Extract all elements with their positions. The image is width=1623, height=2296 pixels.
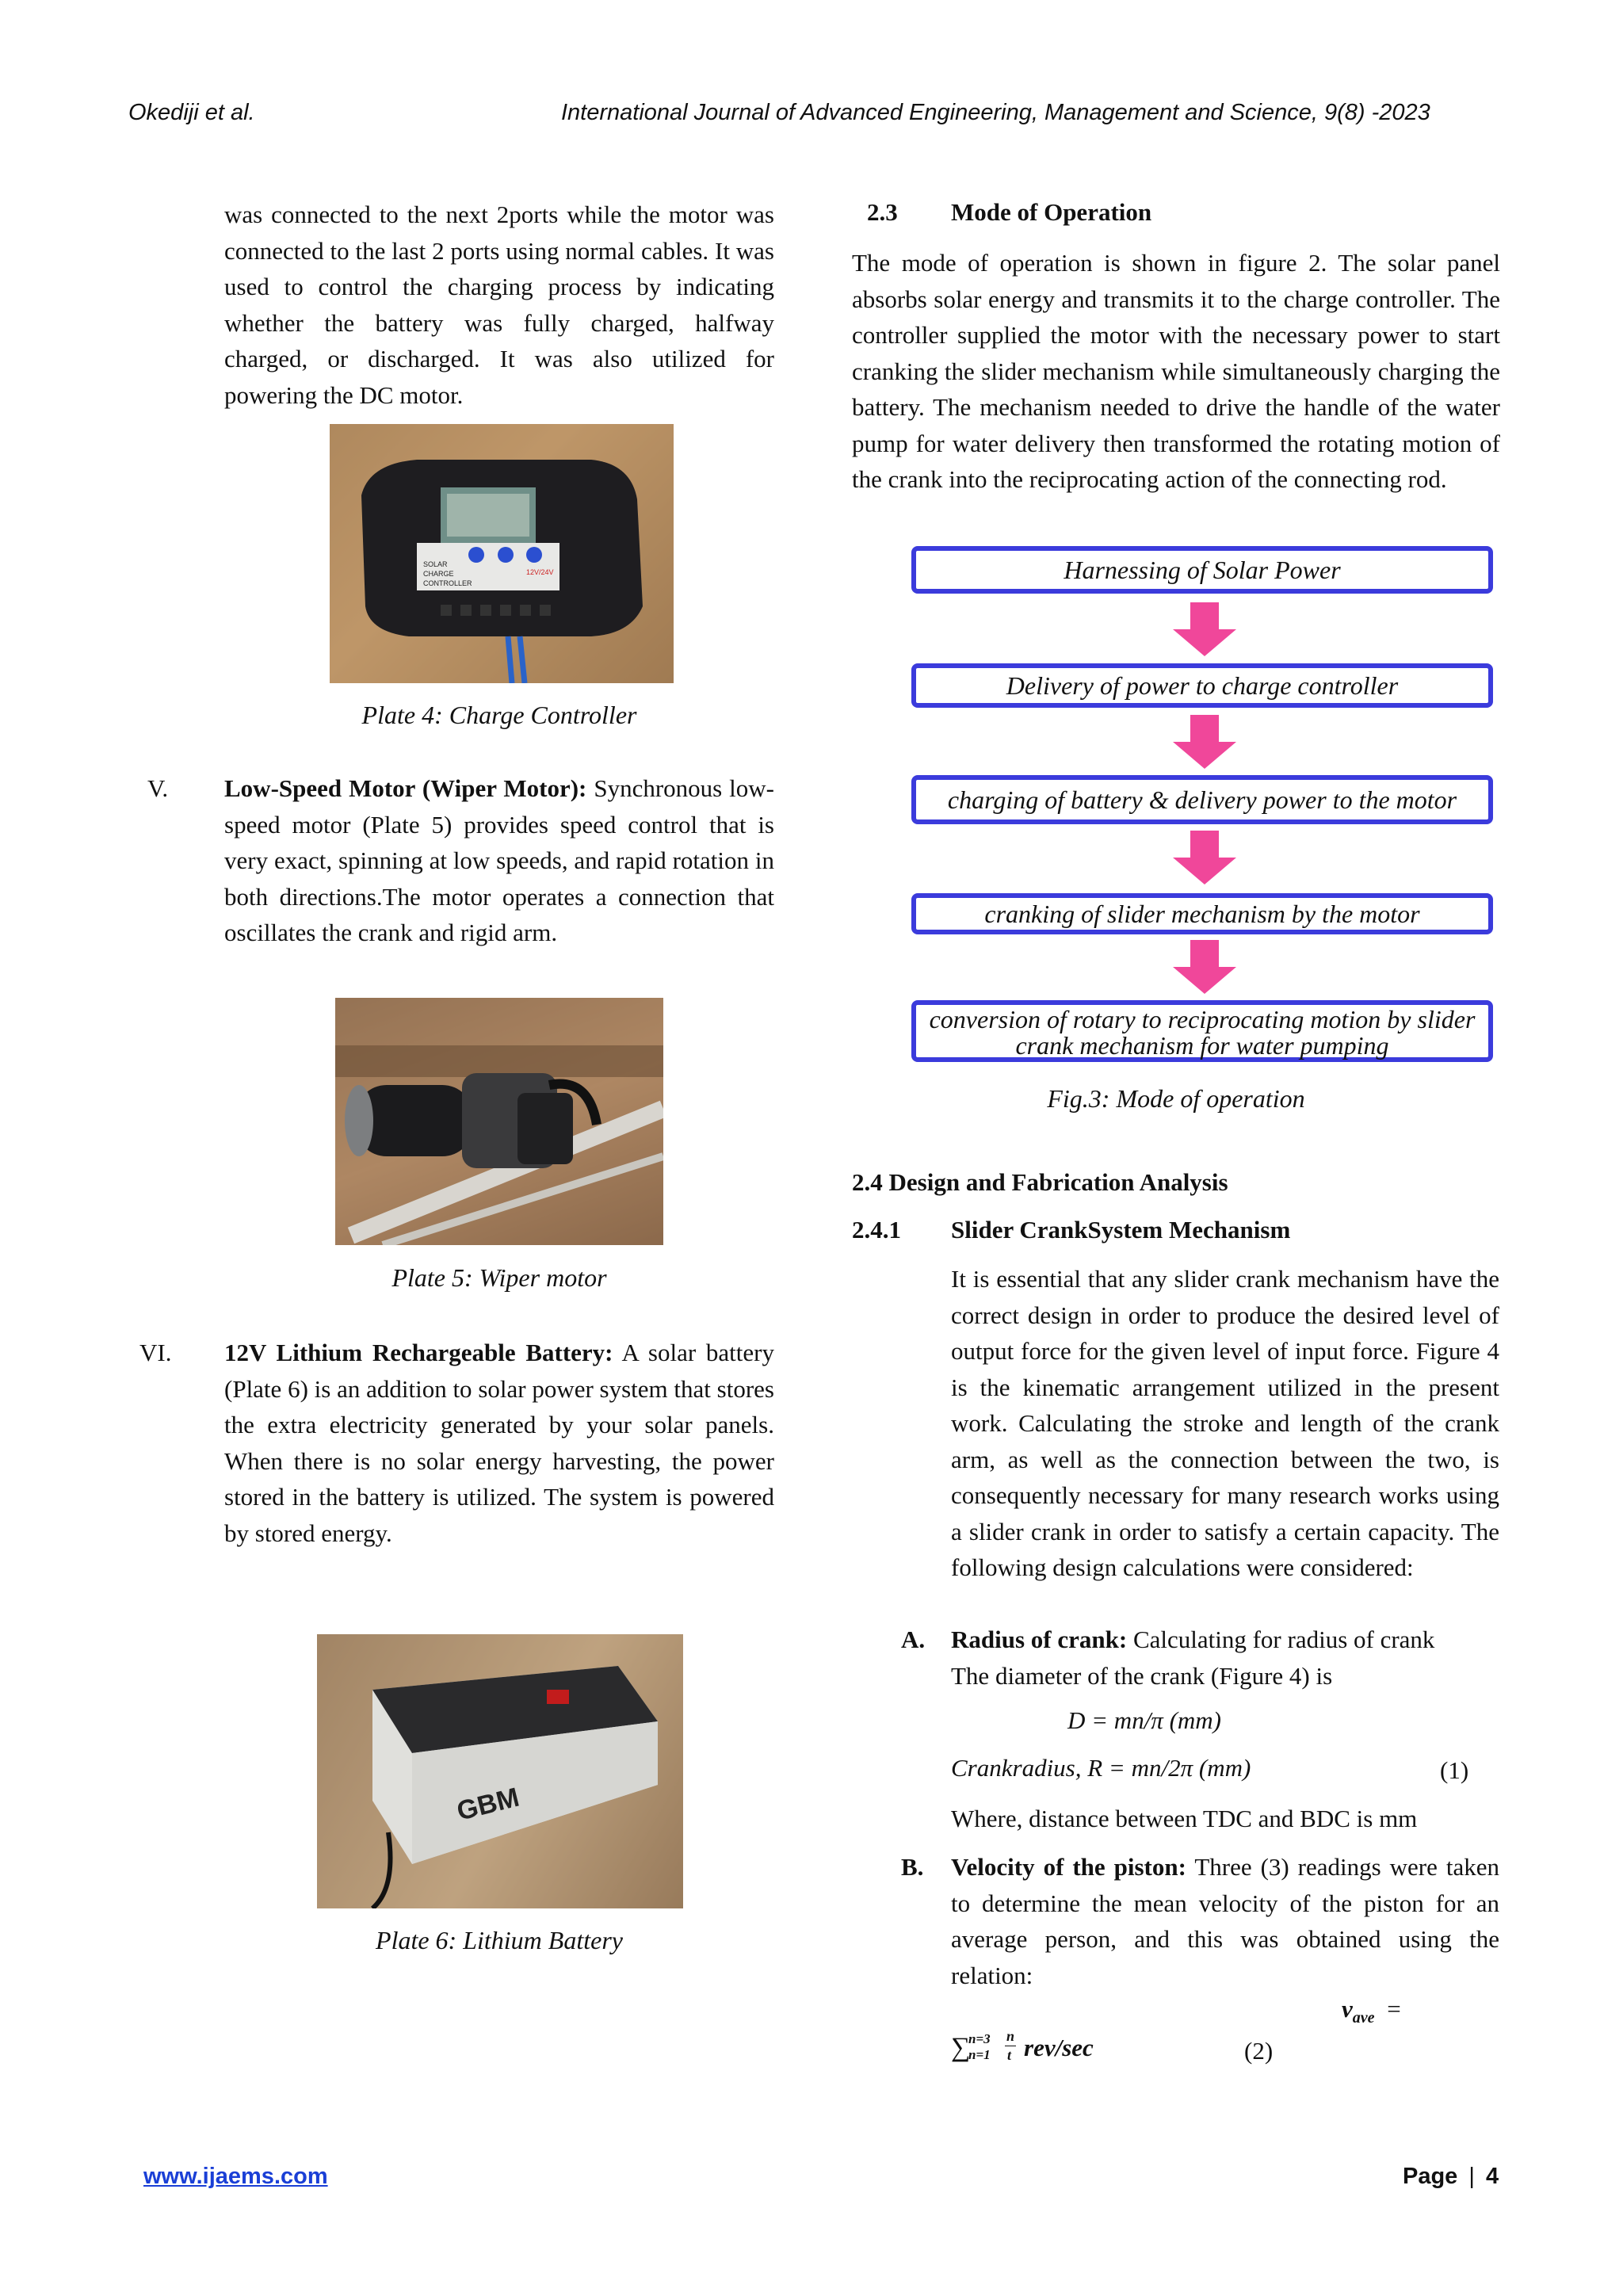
velocity-symbol: v — [1342, 1995, 1353, 2023]
item6-text — [224, 1335, 774, 1551]
itemB-body: Three (3) readings were taken to determine the mean velocity of the piston for an average person, and this was obtained using the relation: — [951, 1853, 1499, 1989]
fraction-denominator: t — [1007, 2047, 1012, 2063]
journal-website-link[interactable]: www.ijaems.com — [143, 2164, 328, 2189]
equation-diameter: D = mn/π (mm) — [1067, 1706, 1222, 1734]
sum-symbol: ∑ — [951, 2033, 971, 2062]
fig3-caption: Fig.3: Mode of operation — [1047, 1084, 1305, 1113]
itemB-letter: B. — [901, 1853, 924, 1881]
svg-text:GBM: GBM — [453, 1782, 522, 1827]
itemB-text — [951, 1849, 1499, 1993]
itemA-title: Radius of crank: — [951, 1626, 1128, 1653]
item5-numeral: V. — [147, 774, 169, 802]
flow-step-5: conversion of rotary to reciprocating motion by slider crank mechanism for water pumping — [911, 1000, 1493, 1062]
flow-step-3: charging of battery & delivery power to the motor — [911, 775, 1493, 824]
flow-arrow-3-icon — [1173, 831, 1236, 884]
equation-2-lhs — [1342, 1995, 1401, 2027]
page-separator: | — [1468, 2164, 1475, 2189]
itemB-title: Velocity of the piston: — [951, 1853, 1186, 1881]
header-authors: Okediji et al. — [128, 100, 255, 125]
flow-arrow-2-icon — [1173, 715, 1236, 769]
itemA-letter: A. — [901, 1626, 926, 1653]
plate6-caption: Plate 6: Lithium Battery — [376, 1926, 623, 1954]
sum-lower-limit: n=1 — [968, 2047, 991, 2062]
sec23-paragraph: The mode of operation is shown in figure 2. The solar panel absorbs solar energy and transmits it to the charge controller. The controller supplied the motor with the necessary power to start cranking the slider mechanism while simultaneously charging the battery. The mechanism needed to drive the handle of the water pump for water delivery then transformed the rotating motion of the crank into the reciprocating action of the connecting rod. — [852, 249, 1500, 493]
sec23-title: Mode of Operation — [951, 198, 1152, 226]
item6-body: A solar battery (Plate 6) is an addition to solar power system that stores the extra electricity generated by your solar panels. When there is no solar energy harvesting, the power stored in the battery is utilized. The system is powered by stored energy. — [224, 1339, 774, 1547]
equation-2-number: (2) — [1244, 2037, 1274, 2065]
charge-controller-photo — [330, 424, 674, 683]
header-journal: International Journal of Advanced Engineering, Management and Science, 9(8) -2023 — [561, 100, 1430, 125]
flow-step-2: Delivery of power to charge controller — [911, 663, 1493, 708]
svg-text:CONTROLLER: CONTROLLER — [423, 579, 472, 587]
itemA-text1: Calculating for radius of crank — [1132, 1626, 1435, 1653]
item6-numeral: VI. — [139, 1339, 172, 1366]
sec241-paragraph: It is essential that any slider crank mechanism have the correct design in order to produce the desired level of output force for the given level of input force. Figure 4 is the kinematic arrangement utilized in the present work. Calculating the stroke and length of the crank arm, as well as the connection between the two, is consequently necessary for many research works using a slider crank in order to satisfy a certain capacity. The following design calculations were considered: — [951, 1265, 1499, 1581]
equals-sign: = — [1387, 1995, 1401, 2023]
sec241-title: Slider CrankSystem Mechanism — [951, 1216, 1291, 1244]
flow-arrow-1-icon — [1173, 602, 1236, 656]
item5-title: Low-Speed Motor (Wiper Motor): — [224, 774, 587, 802]
wiper-motor-photo — [335, 998, 663, 1245]
wiper-motor-image — [335, 998, 663, 1245]
battery-photo — [317, 1634, 683, 1908]
itemA-where: Where, distance between TDC and BDC is mm — [951, 1805, 1418, 1832]
battery-image — [317, 1634, 683, 1908]
item6-title: 12V Lithium Rechargeable Battery: — [224, 1339, 613, 1366]
item5-body: Synchronous low-speed motor (Plate 5) provides speed control that is very exact, spinning at low speeds, and rapid rotation in both directions.The motor operates a connection that oscillates the crank and rigid arm. — [224, 774, 774, 946]
fraction-numerator: n — [1006, 2028, 1015, 2044]
page-label: Page — [1403, 2164, 1458, 2189]
svg-text:12V/24V: 12V/24V — [526, 568, 554, 576]
charge-controller-image — [330, 424, 674, 683]
itemA-text — [951, 1622, 1499, 1658]
item5-text — [224, 770, 774, 951]
intro-paragraph: was connected to the next 2ports while the motor was connected to the last 2 ports using normal cables. It was used to control the charging process by indicating whether the battery was fully charged, halfway charged, or discharged. It was also utilized for powering the DC motor. — [224, 201, 774, 409]
page-number — [1403, 2164, 1499, 2190]
velocity-subscript: ave — [1352, 2009, 1375, 2027]
sec23-number: 2.3 — [867, 198, 898, 226]
flow-step-1: Harnessing of Solar Power — [911, 546, 1493, 594]
page-number-value: 4 — [1486, 2164, 1499, 2189]
flow-step-4: cranking of slider mechanism by the motor — [911, 893, 1493, 934]
equation-crank-radius: Crankradius, R = mn/2π (mm) — [951, 1754, 1251, 1782]
velocity-unit: rev/sec — [1024, 2034, 1094, 2061]
sum-upper-limit: n=3 — [968, 2031, 991, 2046]
sec241-number: 2.4.1 — [852, 1216, 901, 1244]
plate5-caption: Plate 5: Wiper motor — [391, 1263, 607, 1292]
svg-text:SOLAR: SOLAR — [423, 560, 448, 568]
itemA-text2: The diameter of the crank (Figure 4) is — [951, 1662, 1333, 1690]
equation-1-number: (1) — [1440, 1756, 1469, 1784]
sec24-heading: 2.4 Design and Fabrication Analysis — [852, 1168, 1228, 1196]
plate4-caption: Plate 4: Charge Controller — [361, 701, 637, 729]
flow-arrow-4-icon — [1173, 940, 1236, 994]
svg-text:CHARGE: CHARGE — [423, 570, 454, 578]
